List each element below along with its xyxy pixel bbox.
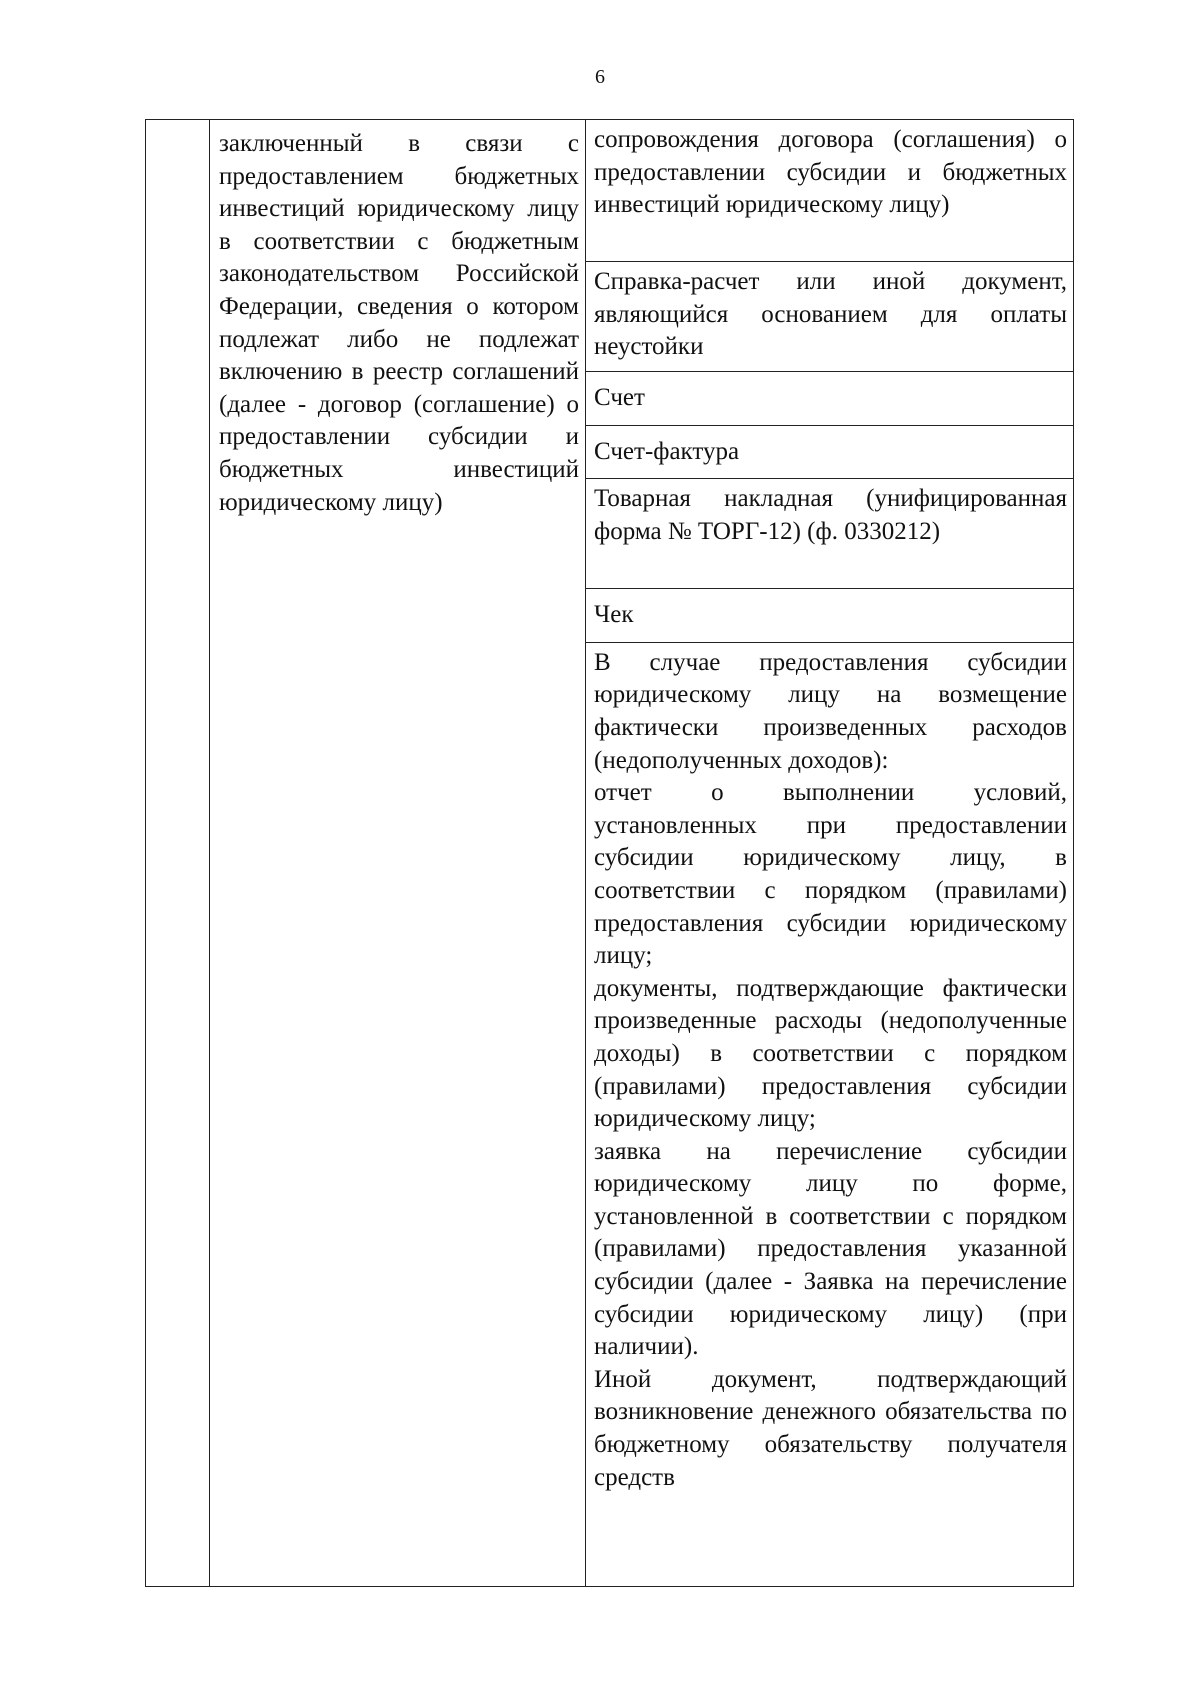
document-cell <box>586 479 1074 589</box>
document-paragraph: Иной документ, подтверждающий возникновение денежного обязательства по бюджетному обязательству получателя средств <box>594 1365 1067 1491</box>
document-text: Товарная накладная (унифицированная форма № ТОРГ-12) (ф. 0330212) <box>594 485 1067 545</box>
page-number: 6 <box>595 66 605 88</box>
obligation-description: заключенный в связи с предоставлением бюджетных инвестиций юридическому лицу в соответствии с бюджетным законодательством Российской Федерации, сведения о котором подлежат либо не подлежат включению в реестр соглашений (далее - договор (соглашение) о предоставлении субсидии и бюджетных инвестиций юридическому лицу) <box>219 130 579 516</box>
document-cell <box>586 642 1074 1586</box>
document-cell <box>586 372 1074 426</box>
document-paragraph: документы, подтверждающие фактически произведенные расходы (недополученные доходы) в соответствии с порядком (правилами) предоставления субсидии юридическому лицу; <box>594 974 1067 1133</box>
document-text: Счет-фактура <box>594 437 740 465</box>
documents-table <box>145 119 1074 1587</box>
document-text: Счет <box>594 384 645 411</box>
document-cell <box>586 262 1074 372</box>
document-paragraph: В случае предоставления субсидии юридическому лицу на возмещение фактически произведенных расходов (недополученных доходов): <box>594 648 1067 774</box>
document-multi-paragraph <box>586 643 1073 1500</box>
document-paragraph: заявка на перечисление субсидии юридическому лицу по форме, установленной в соответствии с порядком (правилами) предоставления указанной субсидии (далее - Заявка на перечисление субсидии юридическому лицу) (при наличии). <box>594 1137 1067 1361</box>
document-cell <box>586 120 1074 262</box>
document-cell <box>586 425 1074 479</box>
document-cell <box>586 589 1074 643</box>
document-paragraph: отчет о выполнении условий, установленных при предоставлении субсидии юридическому лицу, в соответствии с порядком (правилами) предоставления субсидии юридическому лицу; <box>594 779 1067 970</box>
document-text: сопровождения договора (соглашения) о предоставлении субсидии и бюджетных инвестиций юридическому лицу) <box>594 126 1067 219</box>
row-number-cell <box>146 120 210 1587</box>
document-text: Чек <box>594 601 634 629</box>
document-text: Справка-расчет или иной документ, являющийся основанием для оплаты неустойки <box>594 268 1067 361</box>
obligation-description-cell <box>210 120 586 1587</box>
table-row <box>146 120 1074 262</box>
